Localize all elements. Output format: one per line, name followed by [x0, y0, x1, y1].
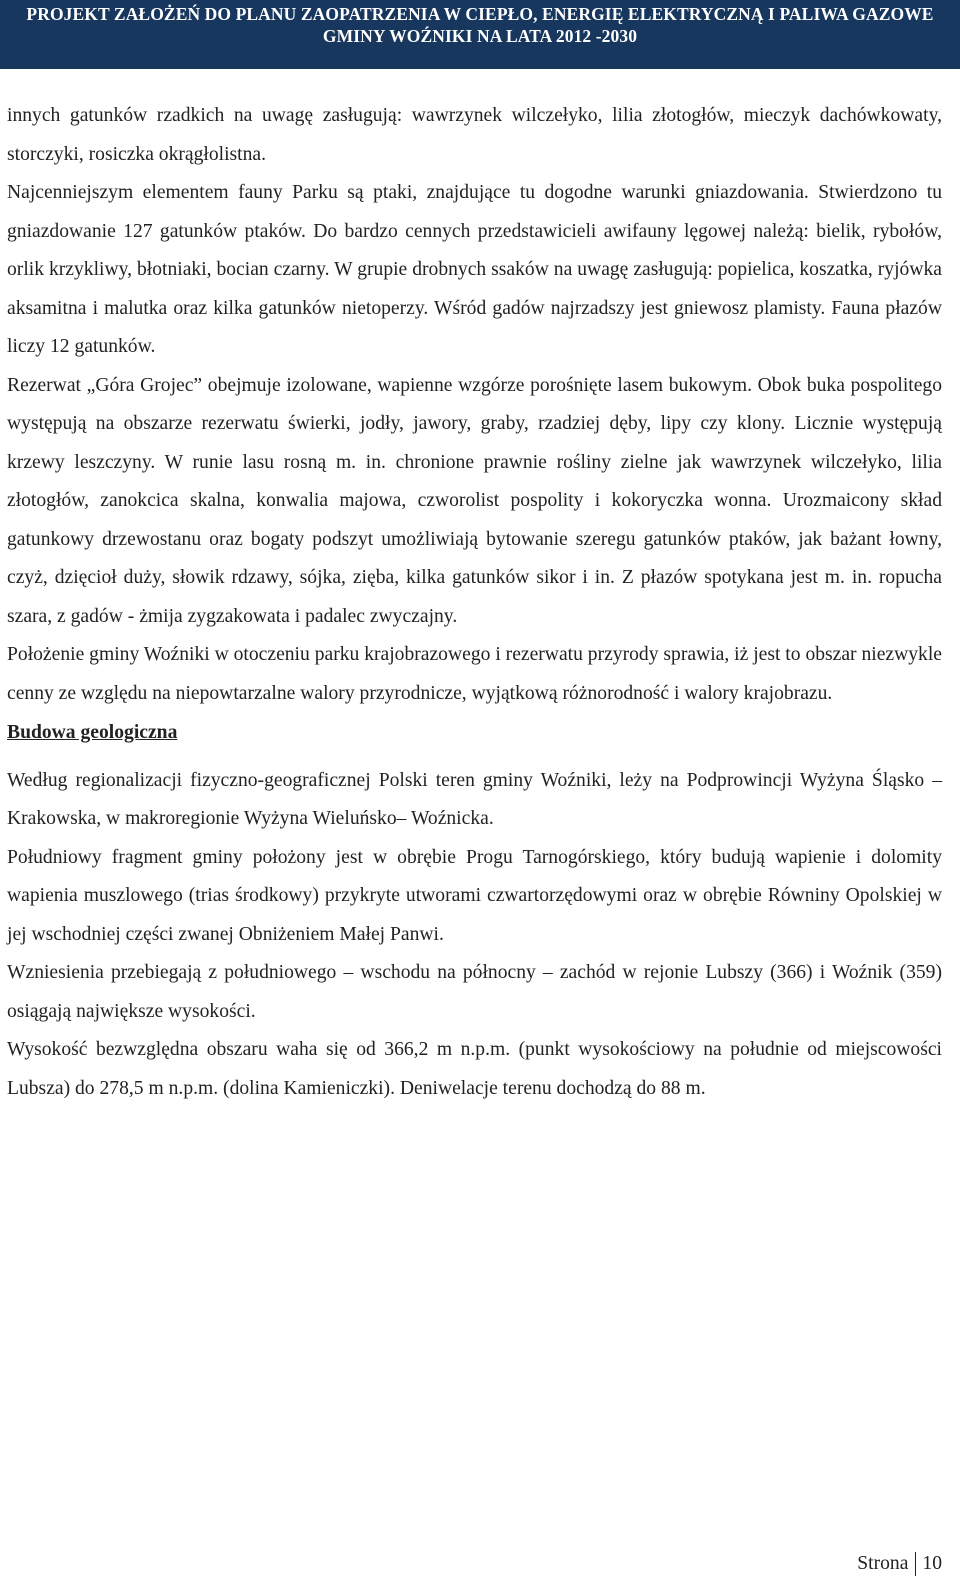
document-body [7, 97, 942, 1108]
page-label: Strona [857, 1553, 909, 1574]
header-title-line2: GMINY WOŹNIKI NA LATA 2012 -2030 [322, 26, 638, 46]
paragraph-southern-fragment: Południowy fragment gminy położony jest w obrębie Progu Tarnogórskiego, który budują wapienie i dolomity wapienia muszlowego (trias środkowy) przykryte utworami czwartorzędowymi oraz w obrębie Równiny Opolskiej w jej wschodniej części zwanej Obniżeniem Małej Panwi. [7, 846, 942, 945]
section-heading-geology: Budowa geologiczna [7, 722, 178, 743]
document-header [0, 0, 960, 69]
paragraph-regionalization: Według regionalizacji fizyczno-geograficznej Polski teren gminy Woźniki, leży na Podprowincji Wyżyna Śląsko – Krakowska, w makroregionie Wyżyna Wieluńsko– Woźnicka. [7, 769, 942, 829]
paragraph-location-value: Położenie gminy Woźniki w otoczeniu parku krajobrazowego i rezerwatu przyrody sprawia, iż jest to obszar niezwykle cenny ze względu na niepowtarzalne walory przyrodnicze, wyjątkową różnorodność i walory krajobrazu. [7, 644, 942, 704]
footer-divider [915, 1552, 916, 1576]
paragraph-reserve: Rezerwat „Góra Grojec” obejmuje izolowane, wapienne wzgórze porośnięte lasem bukowym. Obok buka pospolitego występują na obszarze rezerwatu świerki, jodły, jawory, graby, rzadziej dęby, lipy czy klony. Licznie występują krzewy leszczyny. W runie lasu rosną m. in. chronione prawnie rośliny zielne jak wawrzynek wilczełyko, lilia złotogłów, zanokcica skalna, konwalia majowa, czworolist pospolity i kokoryczka wonna. Urozmaicony skład gatunkowy drzewostanu oraz bogaty podszyt umożliwiają bytowanie szeregu gatunków ptaków, jak bażant łowny, czyż, dzięcioł duży, słowik rdzawy, sójka, zięba, kilka gatunków sikor i in. Z płazów spotykana jest m. in. ropucha szara, z gadów - żmija zygzakowata i padalec zwyczajny. [7, 374, 942, 627]
page-footer [857, 1544, 942, 1584]
paragraph-elevations: Wzniesienia przebiegają z południowego – wschodu na północny – zachód w rejonie Lubszy (366) i Woźnik (359) osiągają największe wysokości. [7, 962, 942, 1022]
header-title-line1: PROJEKT ZAŁOŻEŃ DO PLANU ZAOPATRZENIA W CIEPŁO, ENERGIĘ ELEKTRYCZNĄ I PALIWA GAZOWE [26, 4, 934, 24]
paragraph-altitude: Wysokość bezwzględna obszaru waha się od 366,2 m n.p.m. (punkt wysokościowy na południe od miejscowości Lubsza) do 278,5 m n.p.m. (dolina Kamieniczki). Deniwelacje terenu dochodzą do 88 m. [7, 1039, 942, 1099]
paragraph-rare-species: innych gatunków rzadkich na uwagę zasługują: wawrzynek wilczełyko, lilia złotogłów, mieczyk dachówkowaty, storczyki, rosiczka okrągłolistna. [7, 105, 942, 165]
page-number: 10 [922, 1553, 942, 1574]
paragraph-fauna: Najcenniejszym elementem fauny Parku są ptaki, znajdujące tu dogodne warunki gniazdowania. Stwierdzono tu gniazdowanie 127 gatunków ptaków. Do bardzo cennych przedstawicieli awifauny lęgowej należą: bielik, rybołów, orlik krzykliwy, błotniaki, bocian czarny. W grupie drobnych ssaków na uwagę zasługują: popielica, koszatka, ryjówka aksamitna i malutka oraz kilka gatunków nietoperzy. Wśród gadów najrzadszy jest gniewosz plamisty. Fauna płazów liczy 12 gatunków. [7, 182, 942, 357]
